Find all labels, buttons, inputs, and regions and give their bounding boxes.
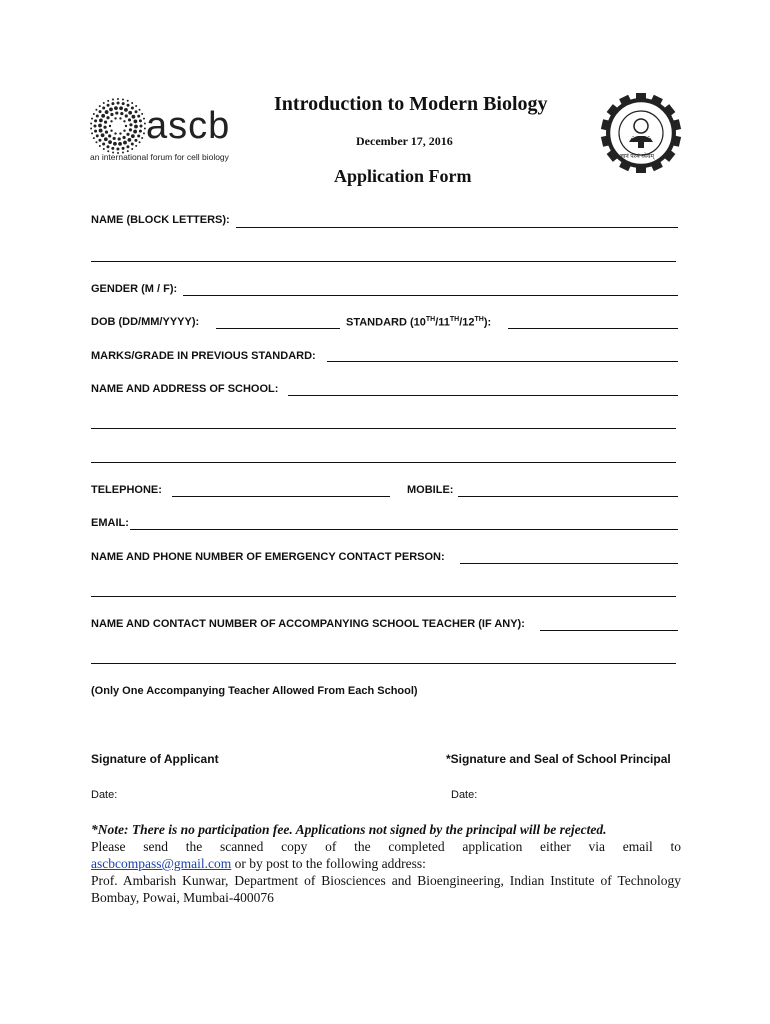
teacher-label: NAME AND CONTACT NUMBER OF ACCOMPANYING SCHOOL TEACHER (IF ANY): (91, 618, 525, 630)
marks-label: MARKS/GRADE IN PREVIOUS STANDARD: (91, 350, 316, 362)
emergency-contact-input-line2[interactable] (91, 596, 676, 597)
emergency-contact-label: NAME AND PHONE NUMBER OF EMERGENCY CONTACT PERSON: (91, 551, 445, 563)
gender-input[interactable] (183, 295, 678, 296)
email-label: EMAIL: (91, 517, 129, 529)
standard-sup-11: TH (449, 316, 460, 323)
standard-sup-12: TH (474, 316, 484, 323)
teacher-input-line2[interactable] (91, 663, 676, 664)
dob-input[interactable] (216, 328, 340, 329)
iit-seal-motto: ज्ञानं परमं ध्येयम् (620, 154, 654, 160)
iit-gear-seal-icon (600, 92, 682, 174)
note-line2: or by post to the following address: (231, 856, 426, 871)
note-instructions (91, 838, 681, 855)
ascb-logo (88, 96, 248, 166)
ascb-logo-tagline: an international forum for cell biology (90, 152, 229, 162)
standard-label-mid1: /11 (435, 316, 450, 329)
note-emphasis (91, 821, 681, 838)
standard-label-prefix: STANDARD (10 (346, 316, 426, 329)
iit-seal (600, 92, 682, 174)
ascb-logo-text: ascb (146, 105, 231, 147)
gender-label: GENDER (M / F): (91, 283, 178, 295)
applicant-date-label: Date: (91, 789, 118, 801)
teacher-input[interactable] (540, 630, 678, 631)
note-address: Prof. Ambarish Kunwar, Department of Biosciences and Bioengineering, Indian Institute of Technology Bombay, Powai, Mumbai-400076 (91, 873, 681, 905)
applicant-signature-label: Signature of Applicant (91, 752, 219, 766)
school-input-line2[interactable] (91, 428, 676, 429)
mobile-label: MOBILE: (407, 484, 454, 496)
marks-input[interactable] (327, 361, 678, 362)
standard-label-suffix: ): (483, 316, 492, 329)
form-title: Application Form (334, 166, 472, 186)
ascb-dot-ring-icon (88, 96, 148, 156)
note-email-line (91, 855, 681, 872)
emergency-contact-input[interactable] (460, 563, 678, 564)
name-label: NAME (BLOCK LETTERS): (91, 214, 230, 226)
standard-input[interactable] (508, 328, 678, 329)
school-input[interactable] (288, 395, 678, 396)
principal-date-label: Date: (451, 789, 478, 801)
school-label: NAME AND ADDRESS OF SCHOOL: (91, 383, 279, 395)
teacher-note: (Only One Accompanying Teacher Allowed From Each School) (91, 685, 418, 697)
standard-label-mid2: /12 (459, 316, 475, 329)
standard-sup-10: TH (425, 316, 436, 323)
dob-label: DOB (DD/MM/YYYY): (91, 316, 200, 328)
event-title: Introduction to Modern Biology (274, 93, 548, 115)
standard-label (346, 316, 491, 329)
note-emphasis-text: *Note: There is no participation fee. Applications not signed by the principal will be rejected. (91, 822, 607, 837)
name-input-line2[interactable] (91, 261, 676, 262)
mobile-input[interactable] (458, 496, 678, 497)
school-input-line3[interactable] (91, 462, 676, 463)
note-line1: Please send the scanned copy of the completed application either via email to (91, 839, 681, 854)
telephone-label: TELEPHONE: (91, 484, 162, 496)
name-input[interactable] (236, 227, 678, 228)
telephone-input[interactable] (172, 496, 390, 497)
email-input[interactable] (130, 529, 678, 530)
principal-signature-label: *Signature and Seal of School Principal (446, 752, 671, 766)
note-block (91, 821, 681, 906)
event-date: December 17, 2016 (356, 134, 453, 148)
contact-email-link[interactable]: ascbcompass@gmail.com (91, 856, 232, 871)
